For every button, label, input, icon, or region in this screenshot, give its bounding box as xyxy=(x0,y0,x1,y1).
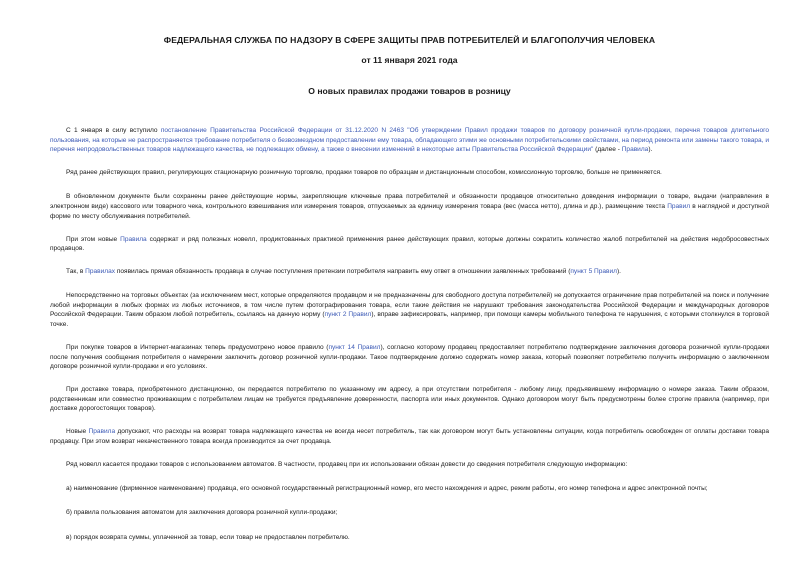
paragraph-6 xyxy=(50,291,769,329)
document-link[interactable]: Правила xyxy=(621,146,649,154)
paragraph-text: Ряд новелл касается продажи товаров с использованием автоматов. В частности, продавец при их использовании обязан довести до сведения потребителя следующую информацию: xyxy=(66,460,628,468)
document-body xyxy=(50,126,769,542)
paragraph-text: ). xyxy=(616,268,621,276)
paragraph-text: а) наименование (фирменное наименование) продавца, его основной государственный регистрационный номер, его место нахождения и адрес, режим работы, его номер телефона и адрес электронной почты; xyxy=(66,485,708,493)
paragraph-9 xyxy=(50,427,769,446)
list-item-b xyxy=(50,508,769,518)
list-item-a xyxy=(50,484,769,494)
paragraph-text: Ряд ранее действующих правил, регулирующих стационарную розничную торговлю, продажи товаров по образцам и дистанционным способом, комиссионную торговлю, больше не применяется. xyxy=(66,169,662,177)
paragraph-text: б) правила пользования автоматом для заключения договора розничной купли-продажи; xyxy=(66,509,338,517)
paragraph-5 xyxy=(50,267,769,277)
paragraph-text: (далее - xyxy=(593,146,622,154)
paragraph-2 xyxy=(50,168,769,178)
paragraph-text: При доставке товара, приобретенного дистанционно, он передается потребителю по указанному им адресу, а при отсутствии потребителя - любому лицу, предъявившему информацию о номере заказа. Таким образом, родственникам или совместно проживающим с потребителем лицам не требуется предъявление доверенности, паспорта или иных документов. Однако договором могут быть предусмотрены более строгие правила (например, при доставке дорогостоящих товаров). xyxy=(50,386,769,413)
agency-heading: ФЕДЕРАЛЬНАЯ СЛУЖБА ПО НАДЗОРУ В СФЕРЕ ЗАЩИТЫ ПРАВ ПОТРЕБИТЕЛЕЙ И БЛАГОПОЛУЧИЯ ЧЕЛОВЕКА xyxy=(163,35,656,45)
paragraph-text: С 1 января в силу вступило xyxy=(66,127,161,134)
paragraph-text: В обновленном документе были сохранены ранее действующие нормы, закрепляющие ключевые права потребителей и обязанности продавцов относительно доведения информации о товаре, выдачи (направления в электронном виде) кассового или товарного чека, контрольного взвешивания или измерения товаров, отпускаемых за единицу измерения товара (вес (масса нетто), длина и др.), размещение текста xyxy=(50,193,769,210)
paragraph-1 xyxy=(50,126,769,155)
document-link[interactable]: Правила xyxy=(120,235,147,243)
paragraph-7 xyxy=(50,343,769,372)
paragraph-text: ), вправе зафиксировать, например, при помощи камеры мобильного телефона те нарушения, с которыми столкнулся в торговой точке. xyxy=(50,311,769,329)
paragraph-text: в наглядной и доступной форме по месту обслуживания потребителей. xyxy=(50,202,769,220)
paragraph-text: При покупке товаров в Интернет-магазинах теперь предусмотрено новое правило ( xyxy=(66,344,329,352)
document-link[interactable]: Правилах xyxy=(85,268,116,276)
list-item-c xyxy=(50,533,769,543)
paragraph-3 xyxy=(50,192,769,221)
paragraph-10 xyxy=(50,460,769,470)
paragraph-text: появилась прямая обязанность продавца в случае поступления претензии потребителя направить ему ответ в отношении заявленных требований ( xyxy=(115,268,571,276)
document-link[interactable]: пункт 5 Правил xyxy=(570,268,617,276)
paragraph-text: допускают, что расходы на возврат товара надлежащего качества не всегда несет потребитель, так как договором могут быть установлены ситуации, когда потребитель освобожден от оплаты доставки товара продавцу. При этом возврат некачественного товара всегда производится за счет продавца. xyxy=(50,428,769,445)
paragraph-text: Непосредственно на торговых объектах (за исключением мест, которые определяются продавцом и не предназначены для свободного доступа потребителей) не допускается ограничение прав потребителей на поиск и получение любой информации в любых формах из любых источников, в том числе путем фотографирования товара, если такие действия не нарушают требования законодательства Российской Федерации и международных договоров Российской Федерации. Таким образом любой потребитель, ссылаясь на данную норму ( xyxy=(50,292,769,319)
document-link[interactable]: постановление Правительства Российской Федерации от 31.12.2020 N 2463 "Об утверждении Правил продажи товаров по договору розничной купли-продажи, перечня товаров длительного пользования, на которые не распространяется требование потребителя о безвозмездном предоставлении ему товара, обладающего этими же основными потребительскими свойствами, на период ремонта или замены такого товара, и перечня непродовольственных товаров надлежащего качества, не подлежащих обмену, а также о внесении изменений в некоторые акты Правительства Российской Федерации" xyxy=(50,127,769,154)
document-title: О новых правилах продажи товаров в розницу xyxy=(308,86,511,96)
document-link[interactable]: пункт 14 Правил xyxy=(328,344,381,352)
document-date: от 11 января 2021 года xyxy=(361,55,458,65)
document-link[interactable]: Правил xyxy=(667,202,691,210)
paragraph-text: Новые xyxy=(66,428,89,436)
document-link[interactable]: пункт 2 Правил xyxy=(324,311,372,319)
paragraph-text: ). xyxy=(648,146,653,154)
document-link[interactable]: Правила xyxy=(88,428,116,436)
paragraph-text: При этом новые xyxy=(66,235,121,243)
paragraph-text: Так, в xyxy=(66,268,86,276)
paragraph-text: содержат и ряд полезных новелл, продиктованных практикой применения ранее действующих правил, которые должны сократить количество жалоб потребителей на действия недобросовестных продавцов. xyxy=(50,235,770,253)
paragraph-text: в) порядок возврата суммы, уплаченной за товар, если товар не предоставлен потребителю. xyxy=(66,533,350,541)
paragraph-text: ), согласно которому продавец предоставляет потребителю подтверждение заключения договора розничной купли-продажи после получения сообщения потребителя о намерении заключить договор розничной купли-продажи. Такое подтверждение должно содержать номер заказа, который позволяет потребителю получить информацию о заключенном договоре розничной купли-продажи и его условиях. xyxy=(50,344,770,371)
paragraph-8 xyxy=(50,385,769,414)
paragraph-4 xyxy=(50,235,769,254)
